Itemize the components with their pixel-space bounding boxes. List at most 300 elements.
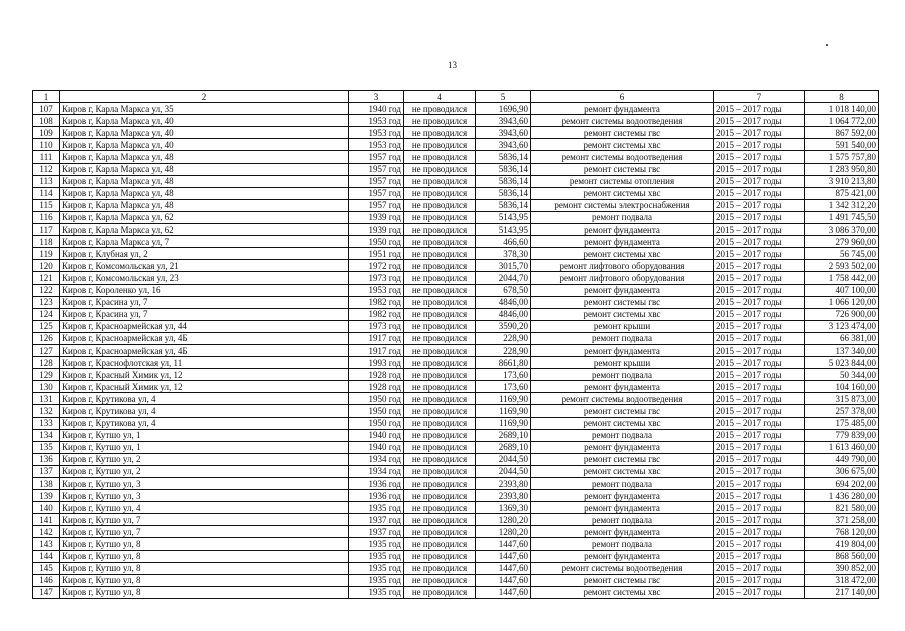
cell-period: 2015 – 2017 годы xyxy=(714,369,805,381)
cell-last-repair: не проводился xyxy=(404,478,476,490)
cell-build-year: 1950 год xyxy=(349,393,404,405)
cell-last-repair: не проводился xyxy=(404,332,476,344)
cell-period: 2015 – 2017 годы xyxy=(714,296,805,308)
cell-address: Киров г, Крутикова ул, 4 xyxy=(60,405,349,417)
cell-build-year: 1940 год xyxy=(349,429,404,441)
table-row xyxy=(33,574,879,586)
cell-build-year: 1917 год xyxy=(349,332,404,344)
cell-cost: 1 436 280,00 xyxy=(805,490,879,502)
cell-work-type: ремонт системы хвс xyxy=(531,417,714,429)
cell-build-year: 1982 год xyxy=(349,296,404,308)
cell-row-number: 139 xyxy=(33,490,60,502)
cell-cost: 726 900,00 xyxy=(805,308,879,320)
cell-build-year: 1953 год xyxy=(349,284,404,296)
cell-period: 2015 – 2017 годы xyxy=(714,163,805,175)
column-header: 4 xyxy=(404,91,476,103)
cell-last-repair: не проводился xyxy=(404,272,476,284)
cell-area: 5836,14 xyxy=(476,187,531,199)
cell-period: 2015 – 2017 годы xyxy=(714,187,805,199)
cell-address: Киров г, Карла Маркса ул, 62 xyxy=(60,224,349,236)
table-row xyxy=(33,381,879,393)
cell-row-number: 142 xyxy=(33,526,60,538)
cell-period: 2015 – 2017 годы xyxy=(714,344,805,356)
cell-area: 3943,60 xyxy=(476,115,531,127)
cell-last-repair: не проводился xyxy=(404,526,476,538)
cell-address: Киров г, Карла Маркса ул, 40 xyxy=(60,139,349,151)
cell-address: Киров г, Карла Маркса ул, 7 xyxy=(60,236,349,248)
cell-cost: 66 381,00 xyxy=(805,332,879,344)
cell-period: 2015 – 2017 годы xyxy=(714,151,805,163)
cell-work-type: ремонт фундамента xyxy=(531,224,714,236)
cell-build-year: 1950 год xyxy=(349,236,404,248)
cell-build-year: 1950 год xyxy=(349,405,404,417)
cell-row-number: 122 xyxy=(33,284,60,296)
cell-period: 2015 – 2017 годы xyxy=(714,393,805,405)
cell-build-year: 1935 год xyxy=(349,502,404,514)
cell-address: Киров г, Кутшо ул, 2 xyxy=(60,453,349,465)
cell-row-number: 109 xyxy=(33,127,60,139)
cell-cost: 279 960,00 xyxy=(805,236,879,248)
cell-period: 2015 – 2017 годы xyxy=(714,526,805,538)
cell-last-repair: не проводился xyxy=(404,344,476,356)
cell-address: Киров г, Карла Маркса ул, 62 xyxy=(60,211,349,223)
cell-work-type: ремонт системы хвс xyxy=(531,139,714,151)
cell-build-year: 1957 год xyxy=(349,175,404,187)
table-row xyxy=(33,103,879,115)
cell-address: Киров г, Красноармейская ул, 4Б xyxy=(60,332,349,344)
cell-address: Киров г, Клубная ул, 2 xyxy=(60,248,349,260)
table-row xyxy=(33,538,879,550)
cell-build-year: 1953 год xyxy=(349,139,404,151)
cell-period: 2015 – 2017 годы xyxy=(714,332,805,344)
cell-period: 2015 – 2017 годы xyxy=(714,538,805,550)
cell-work-type: ремонт фундамента xyxy=(531,550,714,562)
column-header: 2 xyxy=(60,91,349,103)
cell-row-number: 135 xyxy=(33,441,60,453)
cell-cost: 56 745,00 xyxy=(805,248,879,260)
cell-cost: 1 066 120,00 xyxy=(805,296,879,308)
cell-last-repair: не проводился xyxy=(404,538,476,550)
column-header: 3 xyxy=(349,91,404,103)
cell-last-repair: не проводился xyxy=(404,320,476,332)
cell-row-number: 146 xyxy=(33,574,60,586)
cell-period: 2015 – 2017 годы xyxy=(714,115,805,127)
table-row xyxy=(33,441,879,453)
cell-cost: 50 344,00 xyxy=(805,369,879,381)
cell-build-year: 1935 год xyxy=(349,586,404,598)
cell-period: 2015 – 2017 годы xyxy=(714,381,805,393)
cell-area: 173,60 xyxy=(476,381,531,393)
cell-row-number: 147 xyxy=(33,586,60,598)
cell-address: Киров г, Красный Химик ул, 12 xyxy=(60,369,349,381)
cell-address: Киров г, Красноармейская ул, 44 xyxy=(60,320,349,332)
table-row xyxy=(33,211,879,223)
cell-last-repair: не проводился xyxy=(404,211,476,223)
cell-period: 2015 – 2017 годы xyxy=(714,453,805,465)
cell-cost: 104 160,00 xyxy=(805,381,879,393)
cell-last-repair: не проводился xyxy=(404,127,476,139)
cell-area: 2689,10 xyxy=(476,429,531,441)
cell-period: 2015 – 2017 годы xyxy=(714,320,805,332)
cell-cost: 1 018 140,00 xyxy=(805,103,879,115)
cell-cost: 407 100,00 xyxy=(805,284,879,296)
cell-cost: 217 140,00 xyxy=(805,586,879,598)
cell-last-repair: не проводился xyxy=(404,429,476,441)
cell-last-repair: не проводился xyxy=(404,151,476,163)
cell-build-year: 1953 год xyxy=(349,127,404,139)
cell-address: Киров г, Краснофлотская ул, 11 xyxy=(60,357,349,369)
cell-work-type: ремонт подвала xyxy=(531,211,714,223)
table-row xyxy=(33,562,879,574)
cell-address: Киров г, Карла Маркса ул, 48 xyxy=(60,175,349,187)
cell-row-number: 117 xyxy=(33,224,60,236)
cell-area: 1447,60 xyxy=(476,574,531,586)
table-row xyxy=(33,236,879,248)
cell-cost: 1 064 772,00 xyxy=(805,115,879,127)
cell-address: Киров г, Кутшо ул, 3 xyxy=(60,478,349,490)
cell-period: 2015 – 2017 годы xyxy=(714,308,805,320)
column-header: 7 xyxy=(714,91,805,103)
cell-period: 2015 – 2017 годы xyxy=(714,429,805,441)
cell-row-number: 137 xyxy=(33,465,60,477)
cell-period: 2015 – 2017 годы xyxy=(714,284,805,296)
cell-area: 5836,14 xyxy=(476,151,531,163)
cell-build-year: 1928 год xyxy=(349,381,404,393)
cell-last-repair: не проводился xyxy=(404,248,476,260)
cell-area: 5836,14 xyxy=(476,199,531,211)
table-row xyxy=(33,453,879,465)
cell-build-year: 1934 год xyxy=(349,453,404,465)
cell-cost: 137 340,00 xyxy=(805,344,879,356)
cell-last-repair: не проводился xyxy=(404,284,476,296)
cell-area: 2044,50 xyxy=(476,453,531,465)
cell-work-type: ремонт системы водоотведения xyxy=(531,151,714,163)
table-row xyxy=(33,514,879,526)
cell-area: 1280,20 xyxy=(476,526,531,538)
cell-last-repair: не проводился xyxy=(404,393,476,405)
cell-row-number: 107 xyxy=(33,103,60,115)
cell-build-year: 1957 год xyxy=(349,187,404,199)
cell-period: 2015 – 2017 годы xyxy=(714,175,805,187)
cell-row-number: 112 xyxy=(33,163,60,175)
cell-period: 2015 – 2017 годы xyxy=(714,127,805,139)
table-row xyxy=(33,187,879,199)
cell-build-year: 1936 год xyxy=(349,490,404,502)
cell-last-repair: не проводился xyxy=(404,381,476,393)
table-body xyxy=(33,103,879,599)
cell-area: 3590,20 xyxy=(476,320,531,332)
cell-last-repair: не проводился xyxy=(404,308,476,320)
cell-build-year: 1937 год xyxy=(349,526,404,538)
cell-work-type: ремонт системы хвс xyxy=(531,248,714,260)
cell-row-number: 120 xyxy=(33,260,60,272)
cell-period: 2015 – 2017 годы xyxy=(714,224,805,236)
cell-work-type: ремонт лифтового оборудования xyxy=(531,272,714,284)
cell-work-type: ремонт системы хвс xyxy=(531,308,714,320)
table-row xyxy=(33,369,879,381)
cell-cost: 2 593 502,00 xyxy=(805,260,879,272)
table-row xyxy=(33,127,879,139)
cell-row-number: 133 xyxy=(33,417,60,429)
cell-build-year: 1934 год xyxy=(349,465,404,477)
cell-row-number: 130 xyxy=(33,381,60,393)
cell-cost: 591 540,00 xyxy=(805,139,879,151)
cell-last-repair: не проводился xyxy=(404,369,476,381)
cell-cost: 3 910 213,80 xyxy=(805,175,879,187)
cell-period: 2015 – 2017 годы xyxy=(714,272,805,284)
cell-cost: 257 378,00 xyxy=(805,405,879,417)
cell-cost: 875 421,00 xyxy=(805,187,879,199)
cell-work-type: ремонт фундамента xyxy=(531,526,714,538)
cell-row-number: 121 xyxy=(33,272,60,284)
cell-work-type: ремонт фундамента xyxy=(531,344,714,356)
cell-row-number: 115 xyxy=(33,199,60,211)
cell-area: 5836,14 xyxy=(476,175,531,187)
cell-address: Киров г, Красный Химик ул, 12 xyxy=(60,381,349,393)
cell-work-type: ремонт системы хвс xyxy=(531,187,714,199)
cell-address: Киров г, Кутшо ул, 8 xyxy=(60,538,349,550)
cell-address: Киров г, Комсомольская ул, 23 xyxy=(60,272,349,284)
table-row xyxy=(33,296,879,308)
cell-area: 228,90 xyxy=(476,344,531,356)
table-row xyxy=(33,490,879,502)
cell-area: 1169,90 xyxy=(476,393,531,405)
table-row xyxy=(33,175,879,187)
cell-cost: 779 839,00 xyxy=(805,429,879,441)
table-row xyxy=(33,502,879,514)
cell-row-number: 132 xyxy=(33,405,60,417)
cell-area: 2044,50 xyxy=(476,465,531,477)
cell-build-year: 1951 год xyxy=(349,248,404,260)
cell-area: 3943,60 xyxy=(476,139,531,151)
cell-cost: 1 342 312,20 xyxy=(805,199,879,211)
cell-last-repair: не проводился xyxy=(404,574,476,586)
cell-build-year: 1935 год xyxy=(349,538,404,550)
cell-work-type: ремонт системы электроснабжения xyxy=(531,199,714,211)
cell-period: 2015 – 2017 годы xyxy=(714,441,805,453)
cell-address: Киров г, Красина ул, 7 xyxy=(60,296,349,308)
cell-area: 1169,90 xyxy=(476,405,531,417)
cell-work-type: ремонт фундамента xyxy=(531,441,714,453)
cell-row-number: 108 xyxy=(33,115,60,127)
cell-build-year: 1972 год xyxy=(349,260,404,272)
cell-period: 2015 – 2017 годы xyxy=(714,260,805,272)
table-row xyxy=(33,284,879,296)
page-number: 13 xyxy=(448,60,457,70)
cell-last-repair: не проводился xyxy=(404,175,476,187)
cell-build-year: 1993 год xyxy=(349,357,404,369)
cell-area: 3943,60 xyxy=(476,127,531,139)
cell-work-type: ремонт системы отопления xyxy=(531,175,714,187)
cell-address: Киров г, Кутшо ул, 8 xyxy=(60,574,349,586)
cell-area: 173,60 xyxy=(476,369,531,381)
cell-build-year: 1973 год xyxy=(349,272,404,284)
cell-work-type: ремонт подвала xyxy=(531,538,714,550)
cell-work-type: ремонт фундамента xyxy=(531,103,714,115)
cell-address: Киров г, Кутшо ул, 8 xyxy=(60,550,349,562)
cell-address: Киров г, Короленко ул, 16 xyxy=(60,284,349,296)
cell-area: 5143,95 xyxy=(476,211,531,223)
cell-period: 2015 – 2017 годы xyxy=(714,103,805,115)
table-row xyxy=(33,308,879,320)
cell-row-number: 141 xyxy=(33,514,60,526)
table-row xyxy=(33,151,879,163)
cell-last-repair: не проводился xyxy=(404,465,476,477)
cell-row-number: 127 xyxy=(33,344,60,356)
cell-last-repair: не проводился xyxy=(404,453,476,465)
cell-row-number: 113 xyxy=(33,175,60,187)
cell-row-number: 134 xyxy=(33,429,60,441)
cell-last-repair: не проводился xyxy=(404,187,476,199)
cell-area: 3015,70 xyxy=(476,260,531,272)
cell-address: Киров г, Кутшо ул, 1 xyxy=(60,441,349,453)
cell-address: Киров г, Карла Маркса ул, 40 xyxy=(60,127,349,139)
cell-address: Киров г, Красноармейская ул, 4Б xyxy=(60,344,349,356)
cell-last-repair: не проводился xyxy=(404,224,476,236)
cell-address: Киров г, Кутшо ул, 1 xyxy=(60,429,349,441)
table-row xyxy=(33,344,879,356)
cell-build-year: 1935 год xyxy=(349,550,404,562)
cell-work-type: ремонт фундамента xyxy=(531,284,714,296)
cell-area: 1369,30 xyxy=(476,502,531,514)
table-row xyxy=(33,139,879,151)
cell-last-repair: не проводился xyxy=(404,550,476,562)
cell-row-number: 123 xyxy=(33,296,60,308)
cell-work-type: ремонт крыши xyxy=(531,357,714,369)
cell-address: Киров г, Карла Маркса ул, 48 xyxy=(60,151,349,163)
cell-cost: 175 485,00 xyxy=(805,417,879,429)
cell-address: Киров г, Крутикова ул, 4 xyxy=(60,393,349,405)
cell-cost: 306 675,00 xyxy=(805,465,879,477)
cell-last-repair: не проводился xyxy=(404,103,476,115)
cell-work-type: ремонт подвала xyxy=(531,478,714,490)
table-row xyxy=(33,429,879,441)
cell-area: 1447,60 xyxy=(476,550,531,562)
cell-period: 2015 – 2017 годы xyxy=(714,357,805,369)
table-row xyxy=(33,272,879,284)
cell-area: 1169,90 xyxy=(476,417,531,429)
cell-row-number: 114 xyxy=(33,187,60,199)
cell-area: 2044,70 xyxy=(476,272,531,284)
cell-cost: 390 852,00 xyxy=(805,562,879,574)
column-header: 8 xyxy=(805,91,879,103)
cell-cost: 371 258,00 xyxy=(805,514,879,526)
repair-register-table xyxy=(32,90,879,599)
cell-last-repair: не проводился xyxy=(404,139,476,151)
cell-period: 2015 – 2017 годы xyxy=(714,417,805,429)
cell-period: 2015 – 2017 годы xyxy=(714,562,805,574)
cell-area: 1280,20 xyxy=(476,514,531,526)
cell-row-number: 124 xyxy=(33,308,60,320)
cell-address: Киров г, Кутшо ул, 7 xyxy=(60,526,349,538)
cell-address: Киров г, Кутшо ул, 8 xyxy=(60,586,349,598)
cell-address: Киров г, Комсомольская ул, 21 xyxy=(60,260,349,272)
cell-address: Киров г, Красина ул, 7 xyxy=(60,308,349,320)
cell-last-repair: не проводился xyxy=(404,417,476,429)
cell-last-repair: не проводился xyxy=(404,502,476,514)
cell-row-number: 128 xyxy=(33,357,60,369)
cell-cost: 449 790,00 xyxy=(805,453,879,465)
cell-last-repair: не проводился xyxy=(404,441,476,453)
cell-row-number: 138 xyxy=(33,478,60,490)
table-row xyxy=(33,405,879,417)
cell-cost: 768 120,00 xyxy=(805,526,879,538)
cell-cost: 1 613 460,00 xyxy=(805,441,879,453)
cell-row-number: 131 xyxy=(33,393,60,405)
cell-build-year: 1982 год xyxy=(349,308,404,320)
cell-address: Киров г, Кутшо ул, 8 xyxy=(60,562,349,574)
cell-work-type: ремонт фундамента xyxy=(531,490,714,502)
cell-address: Киров г, Кутшо ул, 4 xyxy=(60,502,349,514)
cell-address: Киров г, Кутшо ул, 7 xyxy=(60,514,349,526)
cell-address: Киров г, Кутшо ул, 3 xyxy=(60,490,349,502)
cell-period: 2015 – 2017 годы xyxy=(714,586,805,598)
cell-area: 1696,90 xyxy=(476,103,531,115)
table-row xyxy=(33,224,879,236)
cell-cost: 1 491 745,50 xyxy=(805,211,879,223)
cell-last-repair: не проводился xyxy=(404,296,476,308)
cell-last-repair: не проводился xyxy=(404,562,476,574)
cell-build-year: 1939 год xyxy=(349,224,404,236)
table-row xyxy=(33,393,879,405)
cell-area: 8661,80 xyxy=(476,357,531,369)
cell-cost: 867 592,00 xyxy=(805,127,879,139)
cell-build-year: 1940 год xyxy=(349,103,404,115)
cell-cost: 1 758 442,00 xyxy=(805,272,879,284)
cell-address: Киров г, Карла Маркса ул, 48 xyxy=(60,163,349,175)
cell-row-number: 143 xyxy=(33,538,60,550)
cell-build-year: 1950 год xyxy=(349,417,404,429)
cell-row-number: 111 xyxy=(33,151,60,163)
cell-address: Киров г, Карла Маркса ул, 48 xyxy=(60,199,349,211)
cell-work-type: ремонт системы хвс xyxy=(531,586,714,598)
cell-period: 2015 – 2017 годы xyxy=(714,211,805,223)
cell-last-repair: не проводился xyxy=(404,163,476,175)
cell-address: Киров г, Кутшо ул, 2 xyxy=(60,465,349,477)
cell-build-year: 1935 год xyxy=(349,562,404,574)
cell-area: 4846,00 xyxy=(476,308,531,320)
cell-row-number: 144 xyxy=(33,550,60,562)
cell-cost: 5 023 844,00 xyxy=(805,357,879,369)
cell-work-type: ремонт фундамента xyxy=(531,236,714,248)
cell-period: 2015 – 2017 годы xyxy=(714,502,805,514)
cell-cost: 419 804,00 xyxy=(805,538,879,550)
cell-last-repair: не проводился xyxy=(404,357,476,369)
table-row xyxy=(33,163,879,175)
cell-period: 2015 – 2017 годы xyxy=(714,514,805,526)
cell-build-year: 1957 год xyxy=(349,151,404,163)
cell-work-type: ремонт фундамента xyxy=(531,381,714,393)
cell-build-year: 1917 год xyxy=(349,344,404,356)
column-header: 1 xyxy=(33,91,60,103)
cell-row-number: 125 xyxy=(33,320,60,332)
cell-cost: 821 580,00 xyxy=(805,502,879,514)
cell-work-type: ремонт подвала xyxy=(531,332,714,344)
cell-area: 2689,10 xyxy=(476,441,531,453)
cell-area: 378,30 xyxy=(476,248,531,260)
cell-area: 1447,60 xyxy=(476,562,531,574)
cell-row-number: 110 xyxy=(33,139,60,151)
cell-area: 4846,00 xyxy=(476,296,531,308)
cell-last-repair: не проводился xyxy=(404,514,476,526)
table-header-row xyxy=(33,91,879,103)
cell-area: 5836,14 xyxy=(476,163,531,175)
cell-last-repair: не проводился xyxy=(404,490,476,502)
table-row xyxy=(33,465,879,477)
cell-work-type: ремонт системы гвс xyxy=(531,296,714,308)
cell-build-year: 1939 год xyxy=(349,211,404,223)
table-row xyxy=(33,357,879,369)
